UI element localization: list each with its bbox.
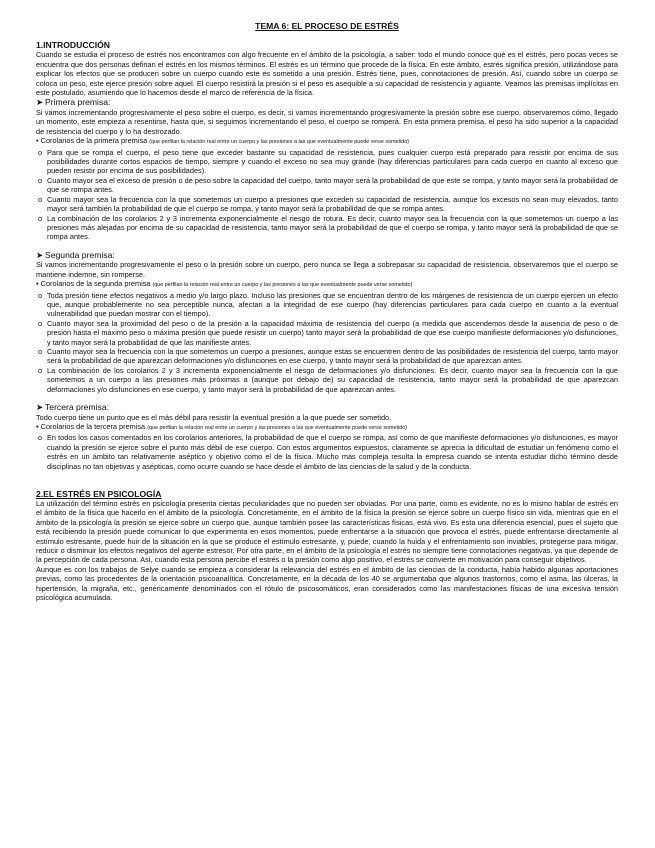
premise-heading-2: ➤ Segunda premisa: — [36, 249, 115, 260]
premise-heading-3: ➤ Tercera premisa: — [36, 402, 109, 412]
list-item: o Para que se rompa el cuerpo, el peso tiene que exceder bastante su capacidad de resistencia, pues cualquier cuerpo está preparado para resistir por encima de sus posibilidades durante cortos espacios de tiempo, siempre y cuando el exceso no sea muy grande (hay diferencias particulares para cada cuerpo en cuanto al exceso que pueden resistir por encima de sus posibilidades). — [38, 147, 618, 176]
intro-paragraph: Cuando se estudia el proceso de estrés nos encontramos con algo frecuente en el ámbito de la psicología, a saber: todo el mundo conoce qué es el estrés, pero pocas veces se encuentra que dos personas definan el estrés en los mismos términos. El estrés es un término que procede de la física. En este ámbito, estrés significa presión, utilizándose para explicar los efectos que se producen sobre un cuerpo cuando este es sometido a una presión. Estrés tiene, pues, connotaciones de presión. Así, cuando sobre un cuerpo se coloca un peso, este ejerce presión sobre aquel. El cuerpo resistirá la presión si el peso es asequible a su capacidad de resistencia y aguante. Veamos las premisas implícitas en este postulado, asumiendo que lo hacemos desde el marco de referencia de la física. — [36, 50, 618, 98]
list-item: o Cuanto mayor sea el exceso de presión o de peso sobre la capacidad del cuerpo, tanto mayor será la probabilidad de que este se rompa, y tanto mayor será la probabilidad de que se rompa antes. — [38, 175, 618, 195]
circle-bullet-icon: o — [38, 365, 43, 375]
circle-bullet-icon: o — [38, 175, 43, 185]
circle-bullet-icon: o — [38, 147, 43, 157]
arrow-bullet-icon: ➤ — [36, 249, 44, 260]
circle-bullet-icon: o — [38, 433, 43, 443]
premise-text-3: Todo cuerpo tiene un punto que es el más débil para resistir la eventual presión a la que puede ser sometido. — [36, 412, 392, 422]
circle-bullet-icon: o — [38, 346, 43, 356]
section-heading-introduccion: 1.INTRODUCCIÓN — [36, 40, 111, 51]
list-item: o La combinación de los corolarios 2 y 3 incrementa exponencialmente el riesgo de deformaciones y/o disfunciones. Es decir, cuanto mayor sea la frecuencia con la que sometemos a un cuerpo a las presiones más próximas a (aunque por debajo de) su capacidad de resistencia, tanto mayor será la probabilidad de que aparezcan deformaciones y/o disfunciones en ese cuerpo, y tanto mayor será la probabilidad de que aparezcan antes. — [38, 365, 618, 394]
list-item: o Cuanto mayor sea la proximidad del peso o de la presión a la capacidad máxima de resistencia del cuerpo (a medida que ascendemos desde la ausencia de peso o de presión hasta el máximo peso o máxima presión que puede resistir un cuerpo) tanto mayor será la probabilidad de que ese cuerpo manifieste deformaciones y/o disfunciones, y tanto mayor será la probabilidad de que las manifieste antes. — [38, 318, 618, 347]
circle-bullet-icon: o — [38, 213, 43, 223]
arrow-bullet-icon: ➤ — [36, 402, 44, 412]
premise-text-2: Si vamos incrementando progresivamente el peso o la presión sobre un cuerpo, pero nunca se llega a sobrepasar su capacidad de resistencia, observaremos que el cuerpo se mantiene indemne, sin romperse. — [36, 260, 618, 279]
corollary-list-2 — [36, 291, 618, 394]
circle-bullet-icon: o — [38, 194, 43, 204]
list-item: o Cuanto mayor sea la frecuencia con la que sometemos un cuerpo a presiones que exceden su capacidad de resistencia, aunque los excesos no sean muy elevados, tanto mayor será también la probabilidad de que el cuerpo se rompa, y tanto mayor será la probabilidad de que se rompa antes. — [38, 194, 618, 214]
arrow-bullet-icon: ➤ — [36, 97, 44, 108]
section-heading-estres-psicologia: 2.EL ESTRÉS EN PSICOLOGÍA — [36, 489, 162, 500]
section2-paragraph-2: Aunque es con los trabajos de Selye cuando se empieza a considerar la relevancia del estrés en el ámbito de las ciencias de la conducta, había habido algunas aportaciones previas, como las procedentes de la orientación psicoanalítica. Concretamente, en la década de los 40 se argumentaba que algunos trastornos, como el asma, las úlceras, la hipertensión, la migraña, etc., genéricamente denominados con el rótulo de psicosomáticos, eran considerados como las manifestaciones físicas de una excesiva tensión psicológica acumulada. — [36, 564, 618, 603]
section2-paragraph-1: La utilización del término estrés en psicología presenta ciertas peculiaridades que no pueden ser obviadas. Por una parte, como es evidente, no es lo mismo hablar de estrés en el ámbito de la física que hacerlo en el ámbito de la psicología. Concretamente, en el ámbito de la física la presión se ejerce sobre un cuerpo físico sin vida, mientras que en el ámbito de la psicología la presión se ejerce sobre un cuerpo que, aunque también posee las características físicas, está vivo. Es esta una diferencia esencial, pues el sujeto que está recibiendo la presión puede comunicar lo que experimenta en esos momentos, puede enfrentarse a la situación que provoca el estrés, puede enfrentarse directamente al estímulo estresante, puede huir de la situación en la que se produce el estímulo estresante, y, puede, cuando la huida y el enfrentamiento son inviables, protegerse para mitigar, reducir o disminuir los efectos negativos del agente estresor. Por otra parte, en el ámbito de la psicología el estrés no siempre tiene connotaciones negativas, ya que depende de la percepción de cada persona. Así, cuando esta persona percibe el estrés o la presión como algo positivo, el estrés se convierte en motivación para conseguir objetivos. — [36, 499, 618, 565]
corollary-list-1 — [36, 148, 618, 242]
corollary-heading-2: ▪ Corolarios de la segunda premisa (que perfilan la relación real entre un cuerpo y las presiones a las que eventualmente puede verse sometido) — [36, 279, 413, 289]
circle-bullet-icon: o — [38, 318, 43, 328]
premise-heading-1: ➤ Primera premisa: — [36, 97, 111, 108]
list-item: o La combinación de los corolarios 2 y 3 incrementa exponencialmente el riesgo de rotura. Es decir, cuanto mayor sea la frecuencia con la que sometemos un cuerpo a las presiones más alejadas por encima de su capacidad de resistencia, tanto mayor será la probabilidad de que el cuerpo se rompa, y tanto mayor será la probabilidad de que se rompa antes. — [38, 213, 618, 242]
corollary-list-3 — [36, 433, 618, 471]
list-item: o En todos los casos comentados en los corolarios anteriores, la probabilidad de que el cuerpo se rompa, así como de que manifieste deformaciones y/o disfunciones, es mayor cuando la presión se ejerce sobre el punto más débil de ese cuerpo. Con estos argumentos expuestos, claramente se aprecia la dificultad de estudiar un fenómeno como el estrés en un ámbito tan relativamente aséptico y objetivo como el de la física. Mucho más compleja resulta la empresa cuando se intenta estudiar dicho término desde disciplinas no tan objetivas y asépticas, como ocurre cuando se hace desde el ámbito de las ciencias de la salud y de la conducta. — [38, 433, 618, 471]
circle-bullet-icon: o — [38, 290, 43, 300]
list-item: o Cuanto mayor sea la frecuencia con la que sometemos un cuerpo a presiones, aunque estas se encuentren dentro de las posibilidades de resistencia del cuerpo, tanto mayor será la probabilidad de que aparezcan deformaciones y/o disfunciones en ese cuerpo, y tanto mayor será la probabilidad de que aparezcan antes. — [38, 346, 618, 366]
corollary-heading-3: ▪ Corolarios de la tercera premisa (que perfilan la relación real entre un cuerpo y las presiones a las que eventualmente puede verse sometido) — [36, 422, 407, 431]
corollary-heading-1: ▪ Corolarios de la primera premisa (que perfilan la relación real entre un cuerpo y las presiones a las que eventualmente puede verse sometido) — [36, 136, 410, 146]
list-item: o Toda presión tiene efectos negativos a medio y/o largo plazo. Incluso las presiones que se encuentran dentro de los márgenes de resistencia de un cuerpo ejercen un efecto que, aunque probablemente no sea perceptible nunca, afectan a la integridad de ese cuerpo (hay diferencias particulares para cada cuerpo en cuanto a la eventual vulnerabilidad que puedan mostrar con el tiempo). — [38, 290, 618, 319]
premise-text-1: Si vamos incrementando progresivamente el peso sobre el cuerpo, es decir, si vamos incrementando progresivamente la presión sobre ese cuerpo, observaremos cómo, llegado un momento, este empieza a resentirse, hasta que, si seguimos incrementando el peso, el cuerpo se romperá. En esta primera premisa, el peso ha sido superior a la capacidad de resistencia del cuerpo y lo ha destrozado. — [36, 108, 618, 136]
document-title: TEMA 6: EL PROCESO DE ESTRÉS — [255, 21, 399, 31]
document-page — [36, 22, 618, 603]
